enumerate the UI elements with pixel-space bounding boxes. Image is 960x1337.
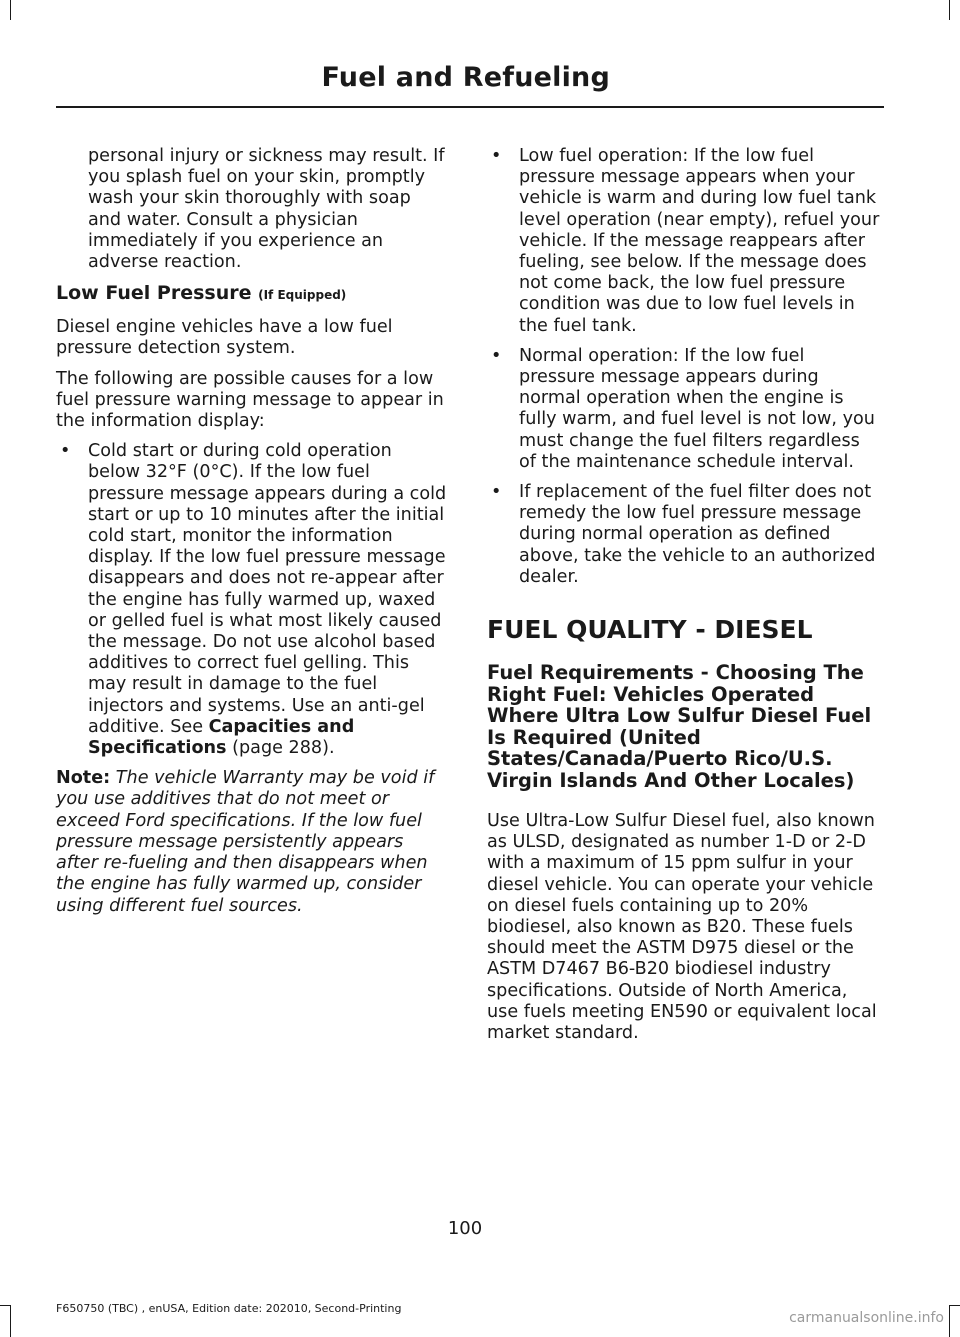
fuel-requirements-heading: Fuel Requirements - Choosing The Right Fuel: Vehicles Operated Where Ultra Low Sulfur Diesel Fuel Is Required (United States/Canada/Puerto Rico/U.S. Virgin Islands And Other Locales)	[487, 661, 872, 792]
crop-mark	[949, 1305, 950, 1337]
intro-paragraph: personal injury or sickness may result. If you splash fuel on your skin, promptly wash your skin thoroughly with soap and water. Consult a physician immediately if you experience an adverse reaction.	[88, 146, 445, 273]
bullet-symbol: •	[491, 345, 502, 366]
bullet-text: Low fuel operation: If the low fuel pressure message appears when your vehicle is warm and during low fuel tank level operation (near empty), refuel your vehicle. If the message reappears after fueling, see below. If the message does not come back, the low fuel pressure condition was due to low fuel levels in the fuel tank.	[519, 146, 880, 336]
heading-main: Low Fuel Pressure	[56, 282, 252, 305]
note-paragraph	[56, 768, 448, 916]
left-column	[56, 146, 448, 926]
paragraph: The following are possible causes for a low fuel pressure warning message to appear in the information display:	[56, 368, 444, 432]
bullet-symbol: •	[491, 482, 502, 503]
bullet-text: If replacement of the fuel filter does not remedy the low fuel pressure message during normal operation as defined above, take the vehicle to an authorized dealer.	[519, 482, 876, 587]
heading-qualifier: (If Equipped)	[258, 288, 347, 303]
note-text: The vehicle Warranty may be void if you use additives that do not meet or exceed Ford specifications. If the low fuel pressure message persistently appears after re-fueling and then disappears when the engine has fully warmed up, consider using different fuel sources.	[56, 768, 435, 916]
paragraph: Use Ultra-Low Sulfur Diesel fuel, also known as ULSD, designated as number 1-D or 2-D with a maximum of 15 ppm sulfur in your diesel vehicle. You can operate your vehicle on diesel fuels containing up to 20% biodiesel, also known as B20. These fuels should meet the ASTM D975 diesel or the ASTM D7467 B6-B20 biodiesel industry specifications. Outside of North America, use fuels meeting EN590 or equivalent local market standard.	[487, 811, 877, 1044]
cross-reference-link[interactable]: Capacities and Specifications	[88, 716, 355, 759]
conditions-list	[487, 146, 881, 588]
crop-mark	[949, 0, 950, 20]
bullet-text: Cold start or during cold operation below 32°F (0°C). If the low fuel pressure message appears during a cold start or up to 10 minutes after the initial cold start, monitor the information display. If the low fuel pressure message disappears and does not re-appear after the engine has fully warmed up, waxed or gelled fuel is what most likely caused the message. Do not use alcohol based additives to correct fuel gelling. This may result in damage to the fuel injectors and systems. Use an anti-gel additive. See	[88, 441, 447, 737]
crop-mark	[0, 1305, 10, 1306]
note-label: Note:	[56, 768, 111, 789]
paragraph: Diesel engine vehicles have a low fuel pressure detection system.	[56, 317, 393, 359]
crop-mark	[950, 1305, 960, 1306]
list-item	[487, 146, 881, 337]
list-item	[487, 346, 881, 473]
section-title: FUEL QUALITY - DIESEL	[487, 615, 813, 645]
bullet-symbol: •	[491, 146, 502, 166]
crop-mark	[10, 1305, 11, 1337]
low-fuel-pressure-heading	[56, 282, 448, 306]
right-column	[487, 146, 881, 1053]
header-divider	[56, 106, 884, 108]
page-reference: (page 288).	[232, 738, 335, 759]
bullet-symbol: •	[60, 441, 71, 462]
bullet-text: Normal operation: If the low fuel pressure message appears during normal operation when the engine is fully warm, and fuel level is not low, you must change the fuel filters regardless of the maintenance schedule interval.	[519, 345, 875, 472]
page-header-title: Fuel and Refueling	[321, 62, 610, 93]
crop-mark	[10, 0, 11, 20]
list-item	[487, 482, 881, 588]
watermark: carmanualsonline.info	[789, 1310, 944, 1326]
edition-footer: F650750 (TBC) , enUSA, Edition date: 202010, Second-Printing	[56, 1302, 402, 1315]
list-item	[56, 441, 448, 759]
causes-list	[56, 441, 448, 759]
page-number: 100	[447, 1218, 483, 1239]
